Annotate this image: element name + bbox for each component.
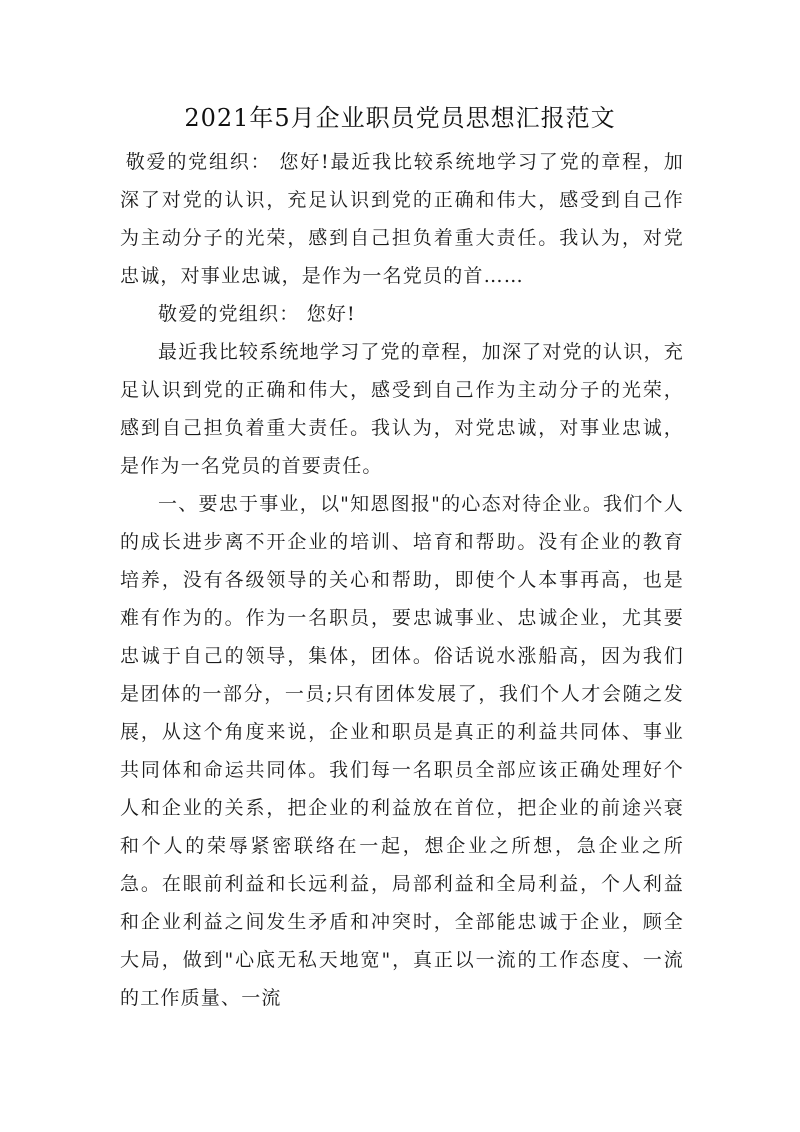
summary-paragraph: 敬爱的党组织： 您好!最近我比较系统地学习了党的章程，加深了对党的认识，充足认识到党的正确和伟大，感受到自己作为主动分子的光荣，感到自己担负着重大责任。我认为，对党忠诚，对事业忠诚，是作为一名党员的首…… xyxy=(120,151,684,287)
body-paragraph-1: 最近我比较系统地学习了党的章程，加深了对党的认识，充足认识到党的正确和伟大，感受到自己作为主动分子的光荣，感到自己担负着重大责任。我认为，对党忠诚，对事业忠诚，是作为一名党员的首要责任。 xyxy=(120,341,684,477)
document-title: 2021年5月企业职员党员思想汇报范文 xyxy=(184,104,616,132)
salutation: 敬爱的党组织： 您好! xyxy=(158,303,356,325)
body-paragraph-2: 一、要忠于事业，以"知恩图报"的心态对待企业。我们个人的成长进步离不开企业的培训、培育和帮助。没有企业的教育培养，没有各级领导的关心和帮助，即使个人本事再高，也是难有作为的。作为一名职员，要忠诚事业、忠诚企业，尤其要忠诚于自己的领导，集体，团体。俗话说水涨船高，因为我们是团体的一部分，一员;只有团体发展了，我们个人才会随之发展，从这个角度来说，企业和职员是真正的利益共同体、事业共同体和命运共同体。我们每一名职员全部应该正确处理好个人和企业的关系，把企业的利益放在首位，把企业的前途兴衰和个人的荣辱紧密联络在一起，想企业之所想，急企业之所急。在眼前利益和长远利益，局部利益和全局利益，个人利益和企业利益之间发生矛盾和冲突时，全部能忠诚于企业，顾全大局，做到"心底无私天地宽"，真正以一流的工作态度、一流的工作质量、一流 xyxy=(120,493,684,1009)
document-body xyxy=(120,143,684,1017)
